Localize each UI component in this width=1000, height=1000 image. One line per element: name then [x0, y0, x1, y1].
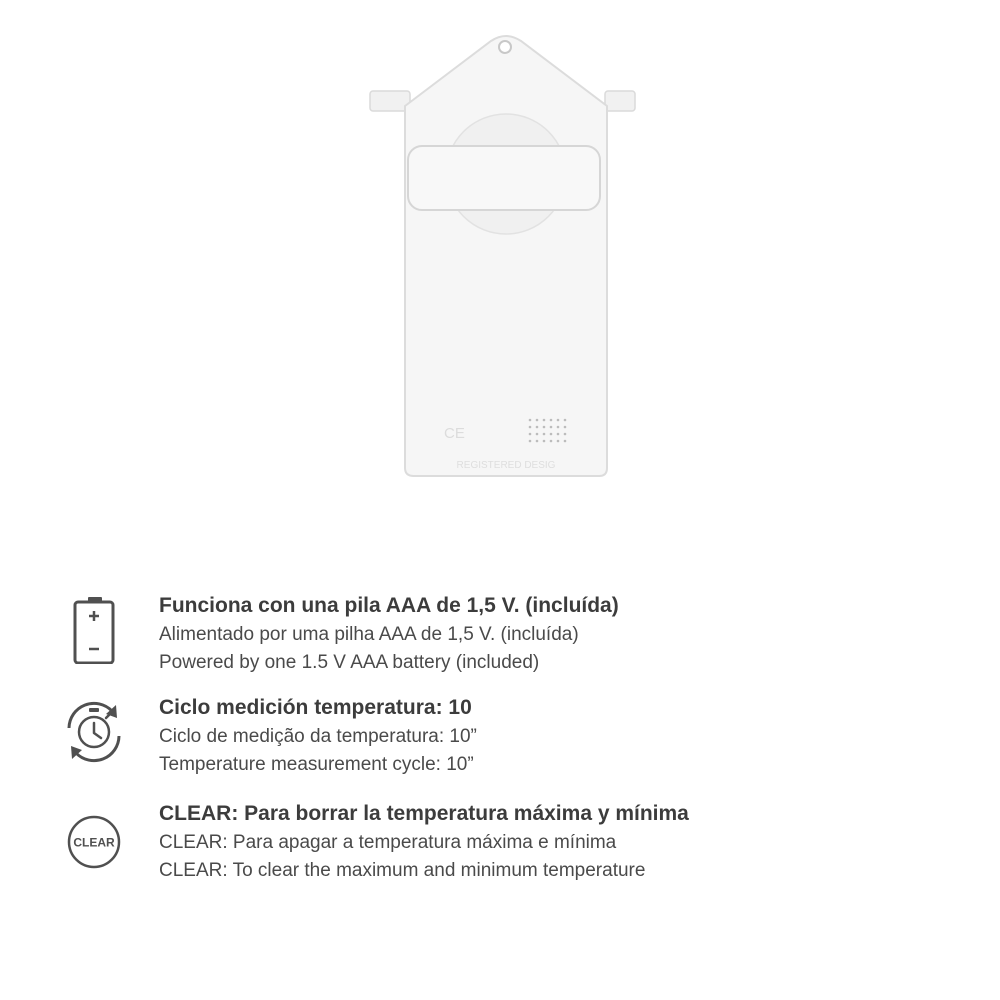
feature-measurement-cycle — [60, 694, 960, 794]
right-mount-tab — [605, 91, 635, 111]
feature-clear — [60, 800, 960, 900]
feature-measurement-cycle-en: Temperature measurement cycle: 10” — [159, 754, 474, 775]
feature-battery-en: Powered by one 1.5 V AAA battery (included) — [159, 652, 540, 673]
feature-measurement-cycle-pt: Ciclo de medição da temperatura: 10” — [159, 726, 477, 747]
clear-button-icon — [60, 800, 128, 872]
feature-clear-pt: CLEAR: Para apagar a temperatura máxima e mínima — [159, 832, 617, 853]
timer-cycle-icon — [60, 694, 128, 766]
feature-battery-es: Funciona con una pila AAA de 1,5 V. (incluída) — [159, 594, 619, 617]
feature-battery-pt: Alimentado por uma pilha AAA de 1,5 V. (incluída) — [159, 624, 579, 645]
feature-battery-text — [159, 592, 939, 677]
feature-clear-text — [159, 800, 939, 885]
stand-cover — [408, 146, 600, 210]
registered-design-mark: REGISTERED DESIG — [456, 460, 556, 471]
ce-mark: CE — [444, 425, 465, 442]
feature-measurement-cycle-text — [159, 694, 939, 779]
feature-battery — [60, 592, 960, 692]
feature-measurement-cycle-es: Ciclo medición temperatura: 10 — [159, 696, 472, 719]
battery-icon — [60, 592, 128, 664]
feature-clear-es: CLEAR: Para borrar la temperatura máxima y mínima — [159, 802, 689, 825]
product-image — [360, 28, 650, 488]
hanging-hole — [499, 41, 511, 53]
device-body — [405, 36, 607, 476]
clear-icon-label: CLEAR — [73, 835, 115, 850]
feature-clear-en: CLEAR: To clear the maximum and minimum temperature — [159, 860, 646, 881]
